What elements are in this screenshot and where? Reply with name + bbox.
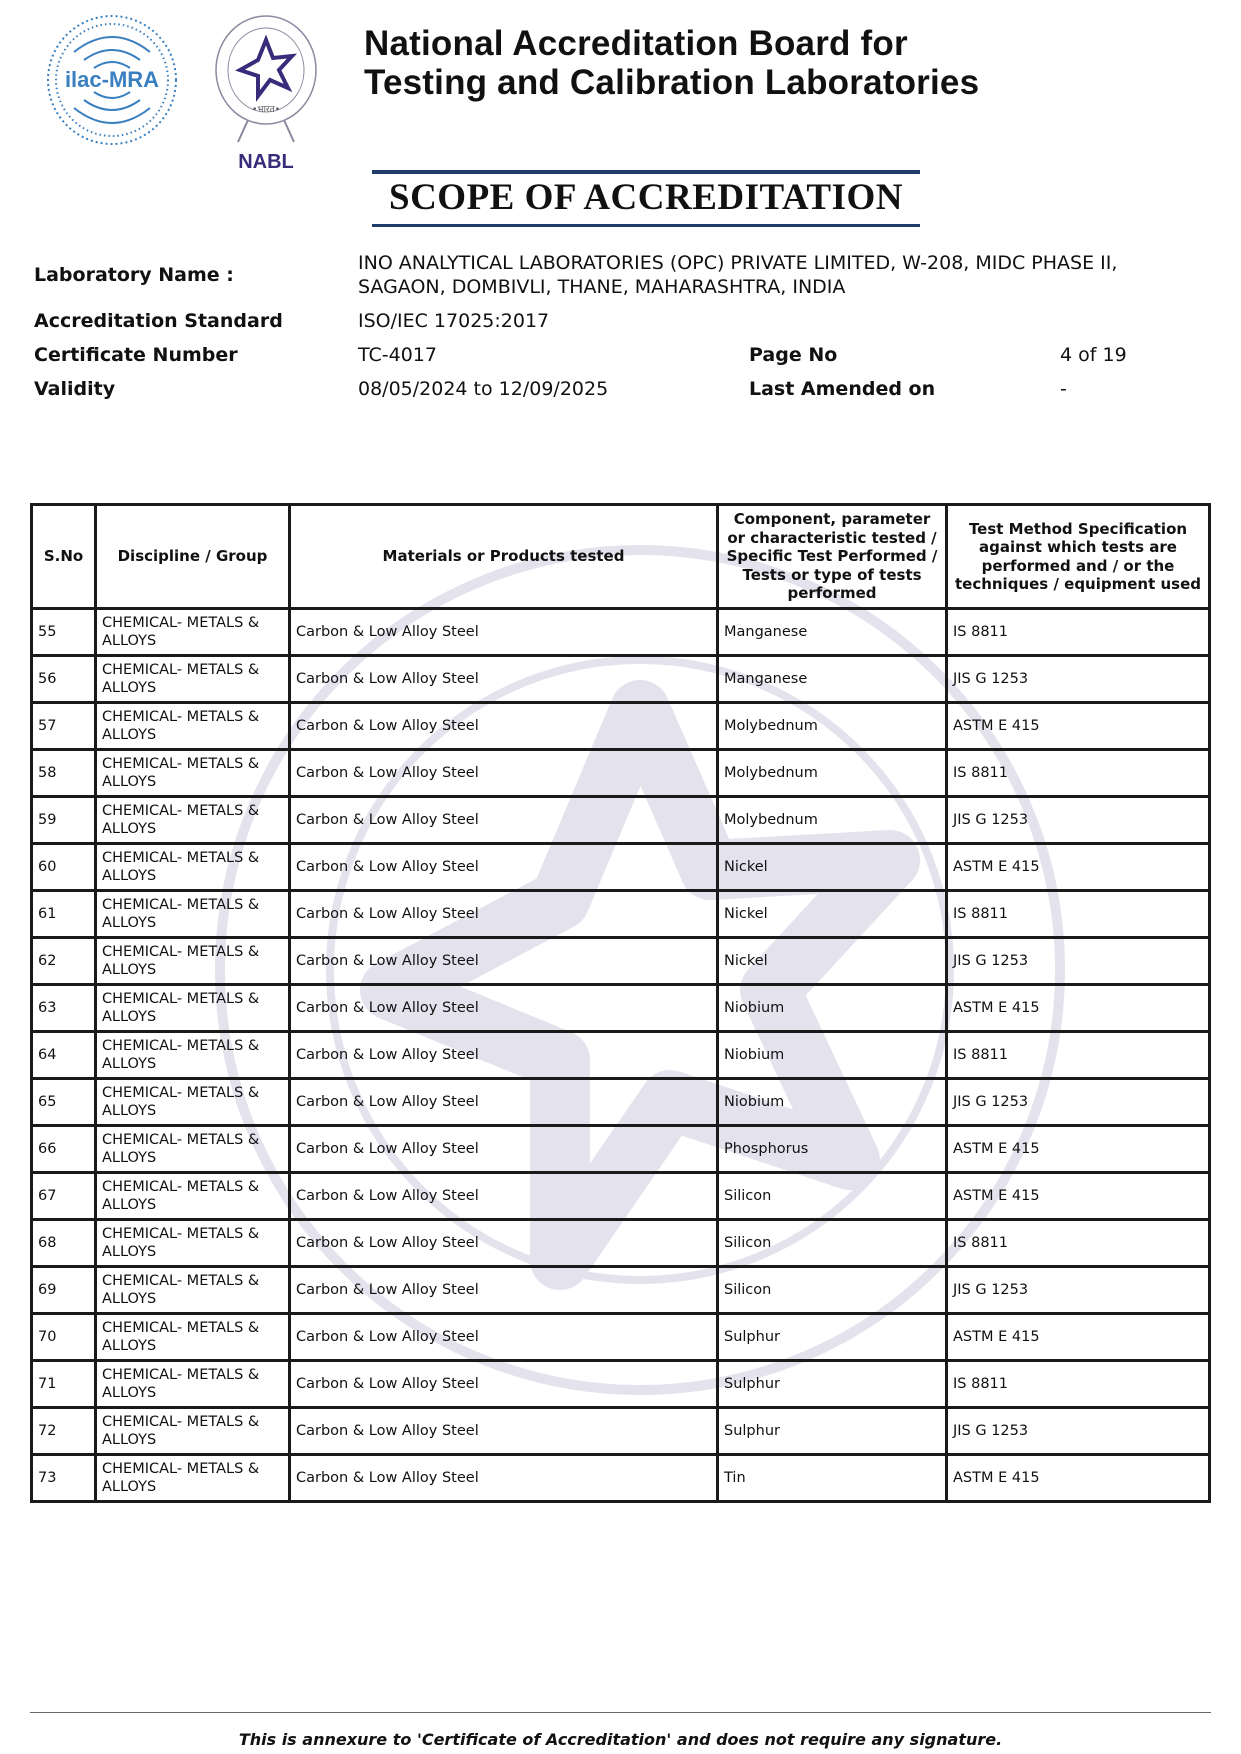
title-top-rule	[372, 170, 920, 174]
cell-sno: 61	[32, 891, 96, 938]
cell-material: Carbon & Low Alloy Steel	[290, 1361, 718, 1408]
lab-name-label: Laboratory Name :	[34, 264, 234, 286]
footer-divider	[30, 1712, 1211, 1713]
cell-component: Niobium	[718, 1079, 947, 1126]
header-sno: S.No	[32, 505, 96, 609]
document-title: SCOPE OF ACCREDITATION	[389, 177, 903, 218]
cell-material: Carbon & Low Alloy Steel	[290, 938, 718, 985]
cell-discipline: CHEMICAL- METALS & ALLOYS	[96, 985, 290, 1032]
table-body	[32, 609, 1210, 1502]
cell-sno: 57	[32, 703, 96, 750]
cell-sno: 63	[32, 985, 96, 1032]
table-row	[32, 844, 1210, 891]
validity-label: Validity	[34, 378, 116, 400]
cell-sno: 73	[32, 1455, 96, 1502]
header-component: Component, parameter or characteristic tested / Specific Test Performed / Tests or type of tests performed	[718, 505, 947, 609]
cell-material: Carbon & Low Alloy Steel	[290, 1126, 718, 1173]
cell-discipline: CHEMICAL- METALS & ALLOYS	[96, 750, 290, 797]
scope-table	[30, 503, 1211, 1503]
cell-sno: 70	[32, 1314, 96, 1361]
cell-method: ASTM E 415	[947, 1126, 1210, 1173]
cell-method: JIS G 1253	[947, 938, 1210, 985]
cell-discipline: CHEMICAL- METALS & ALLOYS	[96, 1032, 290, 1079]
cell-discipline: CHEMICAL- METALS & ALLOYS	[96, 656, 290, 703]
cell-component: Manganese	[718, 609, 947, 656]
cell-sno: 66	[32, 1126, 96, 1173]
cell-material: Carbon & Low Alloy Steel	[290, 797, 718, 844]
certificate-value: TC-4017	[358, 344, 437, 366]
cell-component: Manganese	[718, 656, 947, 703]
cell-material: Carbon & Low Alloy Steel	[290, 1220, 718, 1267]
cell-sno: 65	[32, 1079, 96, 1126]
cell-component: Sulphur	[718, 1361, 947, 1408]
table-row	[32, 1220, 1210, 1267]
table-row	[32, 1267, 1210, 1314]
cell-discipline: CHEMICAL- METALS & ALLOYS	[96, 1267, 290, 1314]
svg-text:NABL: NABL	[238, 151, 294, 172]
cell-sno: 59	[32, 797, 96, 844]
table-header-row	[32, 505, 1210, 609]
cell-method: IS 8811	[947, 750, 1210, 797]
cell-component: Molybednum	[718, 703, 947, 750]
cell-method: ASTM E 415	[947, 703, 1210, 750]
cell-component: Molybednum	[718, 797, 947, 844]
cell-material: Carbon & Low Alloy Steel	[290, 609, 718, 656]
cell-discipline: CHEMICAL- METALS & ALLOYS	[96, 1173, 290, 1220]
cell-material: Carbon & Low Alloy Steel	[290, 844, 718, 891]
cell-discipline: CHEMICAL- METALS & ALLOYS	[96, 1220, 290, 1267]
table-row	[32, 797, 1210, 844]
cell-method: JIS G 1253	[947, 1079, 1210, 1126]
cell-component: Niobium	[718, 985, 947, 1032]
cell-component: Tin	[718, 1455, 947, 1502]
svg-text:•भारत•: •भारत•	[251, 105, 281, 115]
cell-sno: 67	[32, 1173, 96, 1220]
cell-material: Carbon & Low Alloy Steel	[290, 656, 718, 703]
cell-discipline: CHEMICAL- METALS & ALLOYS	[96, 1314, 290, 1361]
cell-component: Silicon	[718, 1173, 947, 1220]
table-row	[32, 1079, 1210, 1126]
table-row	[32, 985, 1210, 1032]
table-row	[32, 750, 1210, 797]
footer-note: This is annexure to 'Certificate of Accreditation' and does not require any signature.	[238, 1730, 1003, 1749]
cell-material: Carbon & Low Alloy Steel	[290, 703, 718, 750]
table-row	[32, 656, 1210, 703]
cell-material: Carbon & Low Alloy Steel	[290, 985, 718, 1032]
lab-name-line2: SAGAON, DOMBIVLI, THANE, MAHARASHTRA, INDIA	[358, 276, 846, 298]
table-row	[32, 1032, 1210, 1079]
cell-method: IS 8811	[947, 1220, 1210, 1267]
cell-component: Phosphorus	[718, 1126, 947, 1173]
cell-discipline: CHEMICAL- METALS & ALLOYS	[96, 703, 290, 750]
cell-discipline: CHEMICAL- METALS & ALLOYS	[96, 1361, 290, 1408]
table-row	[32, 1408, 1210, 1455]
cell-sno: 69	[32, 1267, 96, 1314]
table-row	[32, 938, 1210, 985]
cell-sno: 58	[32, 750, 96, 797]
cell-method: IS 8811	[947, 609, 1210, 656]
cell-component: Niobium	[718, 1032, 947, 1079]
cell-discipline: CHEMICAL- METALS & ALLOYS	[96, 1079, 290, 1126]
lab-name-line1: INO ANALYTICAL LABORATORIES (OPC) PRIVATE LIMITED, W-208, MIDC PHASE II,	[358, 252, 1118, 274]
table-row	[32, 1455, 1210, 1502]
cell-method: ASTM E 415	[947, 985, 1210, 1032]
cell-sno: 62	[32, 938, 96, 985]
table-row	[32, 1173, 1210, 1220]
cell-sno: 72	[32, 1408, 96, 1455]
cell-discipline: CHEMICAL- METALS & ALLOYS	[96, 609, 290, 656]
cell-component: Sulphur	[718, 1314, 947, 1361]
cell-discipline: CHEMICAL- METALS & ALLOYS	[96, 1126, 290, 1173]
cell-component: Silicon	[718, 1220, 947, 1267]
cell-method: IS 8811	[947, 1032, 1210, 1079]
cell-material: Carbon & Low Alloy Steel	[290, 750, 718, 797]
cell-method: ASTM E 415	[947, 1314, 1210, 1361]
page-no-value: 4 of 19	[1060, 344, 1127, 366]
cell-material: Carbon & Low Alloy Steel	[290, 1455, 718, 1502]
svg-text:ilac-MRA: ilac-MRA	[64, 67, 160, 92]
cell-discipline: CHEMICAL- METALS & ALLOYS	[96, 797, 290, 844]
last-amended-value: -	[1060, 378, 1067, 400]
document-header	[0, 0, 1241, 230]
cell-component: Nickel	[718, 844, 947, 891]
cell-method: JIS G 1253	[947, 1267, 1210, 1314]
table-row	[32, 891, 1210, 938]
table-row	[32, 609, 1210, 656]
cell-material: Carbon & Low Alloy Steel	[290, 1032, 718, 1079]
validity-value: 08/05/2024 to 12/09/2025	[358, 378, 609, 400]
cell-discipline: CHEMICAL- METALS & ALLOYS	[96, 1455, 290, 1502]
cell-material: Carbon & Low Alloy Steel	[290, 1314, 718, 1361]
standard-label: Accreditation Standard	[34, 310, 283, 332]
cell-sno: 55	[32, 609, 96, 656]
cell-material: Carbon & Low Alloy Steel	[290, 1408, 718, 1455]
cell-method: ASTM E 415	[947, 1173, 1210, 1220]
cell-discipline: CHEMICAL- METALS & ALLOYS	[96, 891, 290, 938]
cell-material: Carbon & Low Alloy Steel	[290, 1173, 718, 1220]
organization-title	[364, 24, 979, 102]
standard-value: ISO/IEC 17025:2017	[358, 310, 550, 332]
cell-method: JIS G 1253	[947, 797, 1210, 844]
cell-method: JIS G 1253	[947, 656, 1210, 703]
header-discipline: Discipline / Group	[96, 505, 290, 609]
ilac-mra-logo-icon	[44, 12, 180, 148]
cell-discipline: CHEMICAL- METALS & ALLOYS	[96, 938, 290, 985]
cell-material: Carbon & Low Alloy Steel	[290, 891, 718, 938]
page-no-label: Page No	[749, 344, 838, 366]
cell-method: IS 8811	[947, 1361, 1210, 1408]
org-title-line1: National Accreditation Board for	[364, 24, 908, 63]
cell-component: Sulphur	[718, 1408, 947, 1455]
cell-material: Carbon & Low Alloy Steel	[290, 1079, 718, 1126]
cell-sno: 56	[32, 656, 96, 703]
cell-component: Nickel	[718, 891, 947, 938]
cell-component: Molybednum	[718, 750, 947, 797]
header-materials: Materials or Products tested	[290, 505, 718, 609]
table-row	[32, 703, 1210, 750]
cell-method: ASTM E 415	[947, 1455, 1210, 1502]
table-row	[32, 1361, 1210, 1408]
nabl-logo-icon	[208, 12, 324, 172]
last-amended-label: Last Amended on	[749, 378, 936, 400]
cell-discipline: CHEMICAL- METALS & ALLOYS	[96, 844, 290, 891]
cell-method: ASTM E 415	[947, 844, 1210, 891]
title-bottom-rule	[372, 224, 920, 227]
org-title-line2: Testing and Calibration Laboratories	[364, 63, 980, 102]
table-row	[32, 1314, 1210, 1361]
cell-method: IS 8811	[947, 891, 1210, 938]
table-row	[32, 1126, 1210, 1173]
cell-component: Silicon	[718, 1267, 947, 1314]
cell-sno: 71	[32, 1361, 96, 1408]
cell-discipline: CHEMICAL- METALS & ALLOYS	[96, 1408, 290, 1455]
cell-sno: 60	[32, 844, 96, 891]
cell-component: Nickel	[718, 938, 947, 985]
cell-sno: 68	[32, 1220, 96, 1267]
header-method: Test Method Specification against which tests are performed and / or the techniques / equipment used	[947, 505, 1210, 609]
cell-method: JIS G 1253	[947, 1408, 1210, 1455]
cell-sno: 64	[32, 1032, 96, 1079]
cell-material: Carbon & Low Alloy Steel	[290, 1267, 718, 1314]
certificate-label: Certificate Number	[34, 344, 238, 366]
